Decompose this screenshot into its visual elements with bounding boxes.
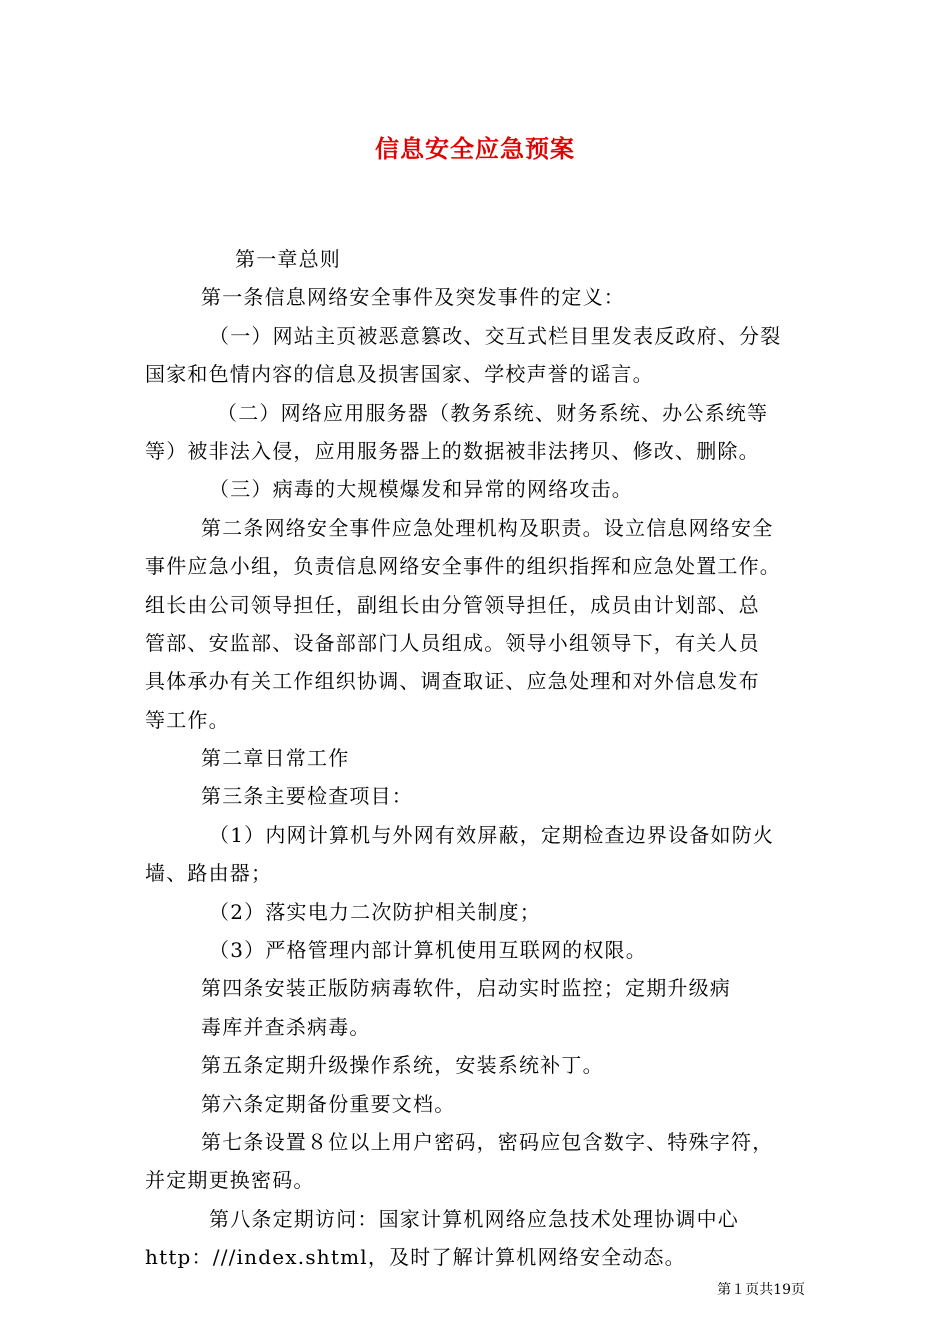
article-line: 第四条安装正版防病毒软件，启动实时监控；定期升级病 xyxy=(201,976,731,1001)
document-body xyxy=(145,240,815,1277)
article-line: 并定期更换密码。 xyxy=(145,1168,315,1193)
clause-line: （二）网络应用服务器（教务系统、财务系统、办公系统等 xyxy=(217,400,769,425)
page-number: 第１页共19页 xyxy=(717,1282,805,1298)
article-line: 管部、安监部、设备部部门人员组成。领导小组领导下，有关人员 xyxy=(145,630,760,655)
article-line: 组长由公司领导担任，副组长由分管领导担任，成员由计划部、总 xyxy=(145,592,760,617)
clause-line: （3）严格管理内部计算机使用互联网的权限。 xyxy=(209,938,647,963)
chapter-heading: 第一章总则 xyxy=(235,247,341,271)
article-line: 事件应急小组，负责信息网络安全事件的组织指挥和应急处置工作。 xyxy=(145,554,781,579)
clause-line: 国家和色情内容的信息及损害国家、学校声誉的谣言。 xyxy=(145,362,654,387)
clause-line: （2）落实电力二次防护相关制度； xyxy=(209,899,541,924)
clause-line: （1）内网计算机与外网有效屏蔽，定期检查边界设备如防火 xyxy=(209,822,775,847)
clause-line: （一）网站主页被恶意篡改、交互式栏目里发表反政府、分裂 xyxy=(209,323,782,348)
document-title: 信息安全应急预案 xyxy=(375,134,575,163)
url-line: http：///index.shtml，及时了解计算机网络安全动态。 xyxy=(145,1245,686,1270)
article-line: 第一条信息网络安全事件及突发事件的定义： xyxy=(201,285,625,310)
article-line: 第二条网络安全事件应急处理机构及职责。设立信息网络安全 xyxy=(201,515,774,540)
article-line: 毒库并查杀病毒。 xyxy=(201,1014,371,1039)
clause-line: 墙、路由器； xyxy=(145,861,273,886)
chapter-heading: 第二章日常工作 xyxy=(201,746,350,771)
article-line: 第七条设置８位以上用户密码，密码应包含数字、特殊字符， xyxy=(201,1129,774,1154)
article-line: 第六条定期备份重要文档。 xyxy=(201,1091,456,1116)
clause-line: （三）病毒的大规模爆发和异常的网络攻击。 xyxy=(209,477,633,502)
article-line: 第八条定期访问：国家计算机网络应急技术处理协调中心 xyxy=(209,1206,739,1231)
article-line: 等工作。 xyxy=(145,707,230,732)
article-line: 第三条主要检查项目： xyxy=(201,784,413,809)
clause-line: 等）被非法入侵，应用服务器上的数据被非法拷贝、修改、删除。 xyxy=(145,438,760,463)
article-line: 具体承办有关工作组织协调、调查取证、应急处理和对外信息发布 xyxy=(145,669,760,694)
article-line: 第五条定期升级操作系统，安装系统补丁。 xyxy=(201,1053,604,1078)
